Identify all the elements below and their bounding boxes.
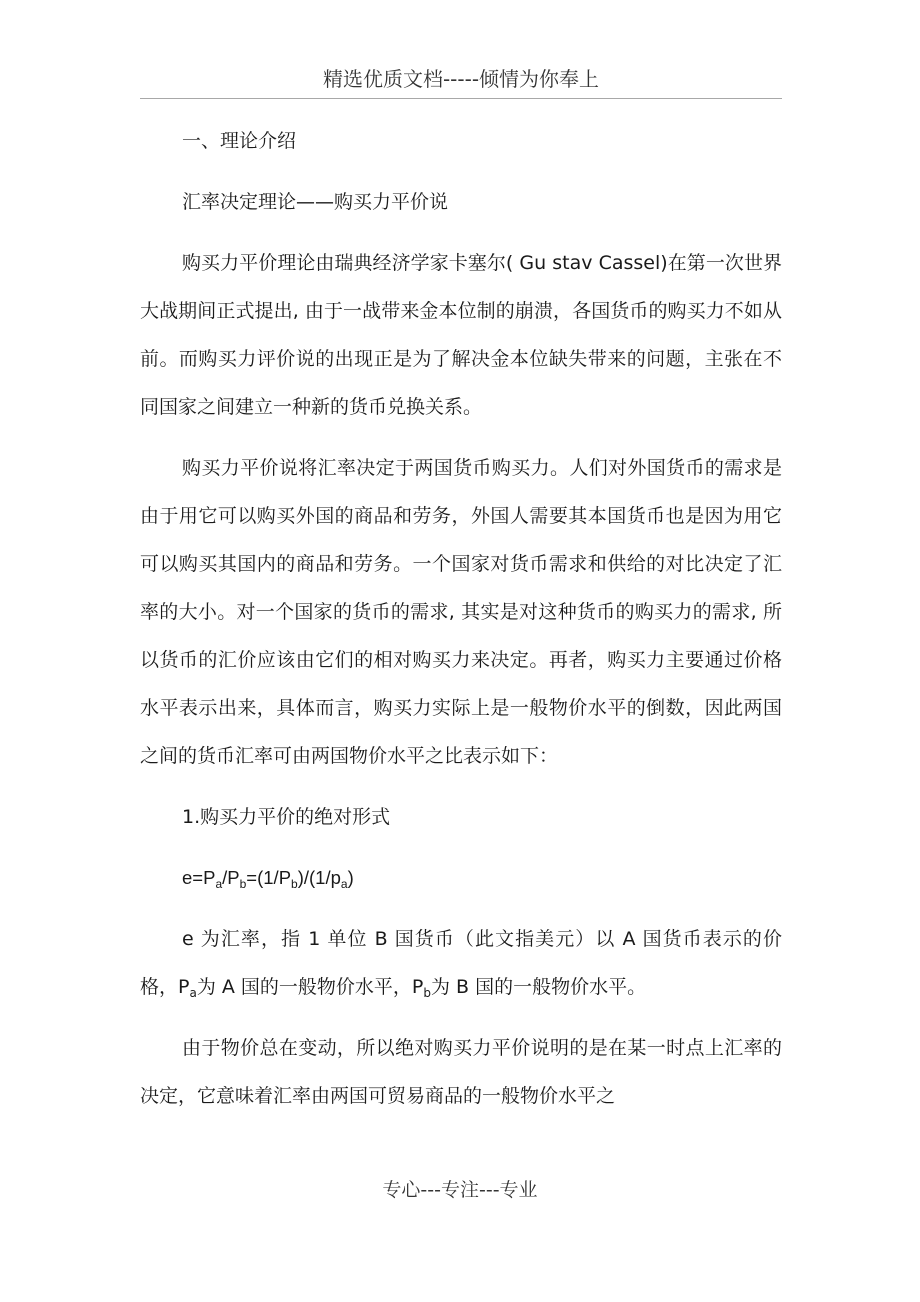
section-heading: 一、理论介绍 <box>182 130 297 152</box>
paragraph-origin: 购买力平价理论由瑞典经济学家卡塞尔( Gu stav Cassel)在第一次世界大战期间正式提出, 由于一战带来金本位制的崩溃，各国货币的购买力不如从前。而购买力评价说的出现正是为了解决金本位缺失带来的问题，主张在不同国家之间建立一种新的货币兑换关系。 <box>140 252 782 418</box>
formula-subscript: b <box>291 877 298 891</box>
text-run: 为 A 国的一般物价水平，P <box>196 976 424 998</box>
paragraph-price-change: 由于物价总在变动，所以绝对购买力平价说明的是在某一时点上汇率的决定，它意味着汇率由两国可贸易商品的一般物价水平之 <box>140 1037 782 1107</box>
formula-subscript: a <box>340 877 348 891</box>
text-subscript: b <box>423 986 431 1000</box>
page-header <box>140 62 782 99</box>
text-run: 为 B 国的一般物价水平。 <box>431 976 647 998</box>
document-body <box>140 117 782 1120</box>
footer-text: 专心---专注---专业 <box>382 1179 538 1201</box>
paragraph-variable-definition <box>140 915 782 1011</box>
formula-subscript: b <box>239 877 247 891</box>
header-title: 精选优质文档-----倾情为你奉上 <box>322 67 600 91</box>
text-run: e 为汇率，指 1 单位 B 国货币（此文指美元）以 A 国货币表示的价格，P <box>140 928 782 998</box>
subsection-heading-absolute: 1.购买力平价的绝对形式 <box>182 806 391 828</box>
formula-part: e=P <box>182 867 216 888</box>
paragraph-ppp-definition: 购买力平价说将汇率决定于两国货币购买力。人们对外国货币的需求是由于用它可以购买外国的商品和劳务，外国人需要其本国货币也是因为用它可以购买其国内的商品和劳务。一个国家对货币需求和供给的对比决定了汇率的大小。对一个国家的货币的需求, 其实是对这种货币的购买力的需求, 所以货币的汇价应该由它们的相对购买力来决定。再者，购买力主要通过价格水平表示出来，具体而言，购买力实际上是一般物价水平的倒数，因此两国之间的货币汇率可由两国物价水平之比表示如下： <box>140 457 782 767</box>
formula-part: ) <box>347 867 354 888</box>
page-footer <box>0 1175 920 1205</box>
text-subscript: a <box>189 986 197 1000</box>
formula-absolute-ppp <box>140 854 782 902</box>
subsection-heading: 汇率决定理论——购买力平价说 <box>182 191 449 213</box>
formula-part: =(1/P <box>246 867 292 888</box>
formula-part: )/(1/p <box>297 867 341 888</box>
formula-part: /P <box>222 867 240 888</box>
formula-subscript: a <box>215 877 223 891</box>
